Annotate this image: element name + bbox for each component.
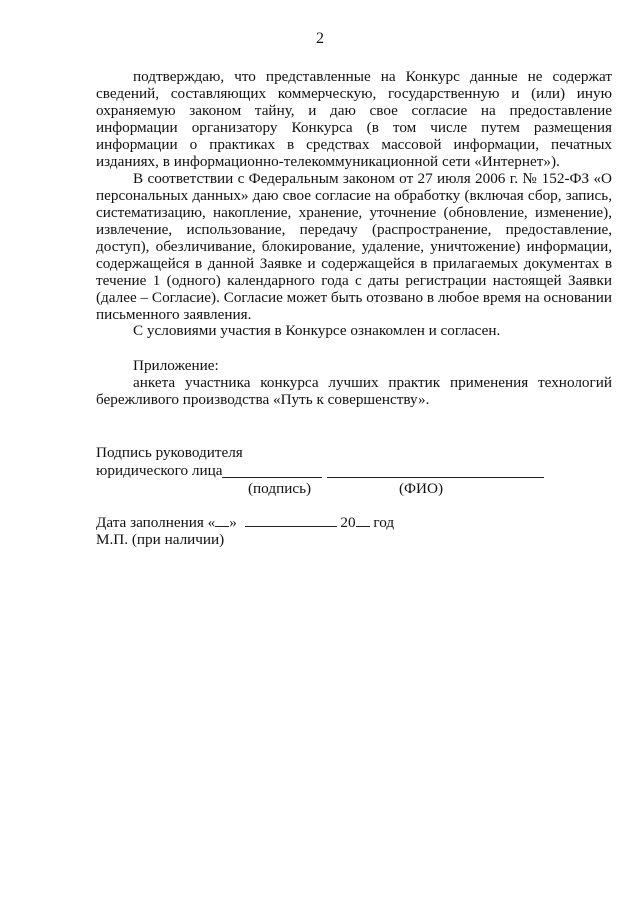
date-line xyxy=(96,514,394,531)
month-blank xyxy=(245,514,337,527)
paragraph-text: С условиями участия в Конкурсе ознакомлен и согласен. xyxy=(133,322,501,339)
stamp-note: М.П. (при наличии) xyxy=(96,531,225,548)
page-number: 2 xyxy=(316,30,324,47)
attachment-text: анкета участника конкурса лучших практик применения технологий бережливого производства «Путь к совершенству». xyxy=(96,374,612,408)
fio-caption: (ФИО) xyxy=(399,480,444,497)
paragraph-text: подтверждаю, что представленные на Конкурс данные не содержат сведений, составляющих коммерческую, государственную и (или) иную охраняемую законом тайну, и даю свое согласие на предоставление информации организатору Конкурса (в том числе путем размещения информации о практиках в средствах массовой информации, печатных изданиях, в информационно-телекоммуникационной сети «Интернет»). xyxy=(96,68,612,170)
attachment-description xyxy=(96,374,612,408)
signature-label-line1: Подпись руководителя xyxy=(96,444,243,461)
consent-paragraph-confidentiality xyxy=(96,68,612,170)
signature-label-line2: юридического лица xyxy=(96,462,223,479)
date-label: Дата заполнения « xyxy=(96,514,216,531)
consent-paragraph-personal-data xyxy=(96,170,612,323)
year-blank xyxy=(356,514,370,527)
date-quote-close: » xyxy=(229,514,237,531)
signature-caption: (подпись) xyxy=(248,480,312,497)
attachment-heading: Приложение: xyxy=(133,357,219,374)
year-suffix: год xyxy=(373,514,395,531)
signature-blank xyxy=(222,477,322,478)
paragraph-text: В соответствии с Федеральным законом от 27 июля 2006 г. № 152-ФЗ «О персональных данных» даю свое согласие на обработку (включая сбор, запись, систематизацию, накопление, хранение, уточнение (обновление, изменение), извлечение, использование, передачу (распространение, предоставление, доступ), обезличивание, блокирование, удаление, уничтожение) информации, содержащейся в данной Заявке и содержащейся в прилагаемых документах в течение 1 (одного) календарного года с даты регистрации настоящей Заявки (далее – Согласие). Согласие может быть отозвано в любое время на основании письменного заявления. xyxy=(96,170,612,323)
conditions-paragraph xyxy=(96,322,612,339)
year-prefix: 20 xyxy=(340,514,356,531)
fio-blank xyxy=(327,477,544,478)
day-blank xyxy=(215,514,229,527)
